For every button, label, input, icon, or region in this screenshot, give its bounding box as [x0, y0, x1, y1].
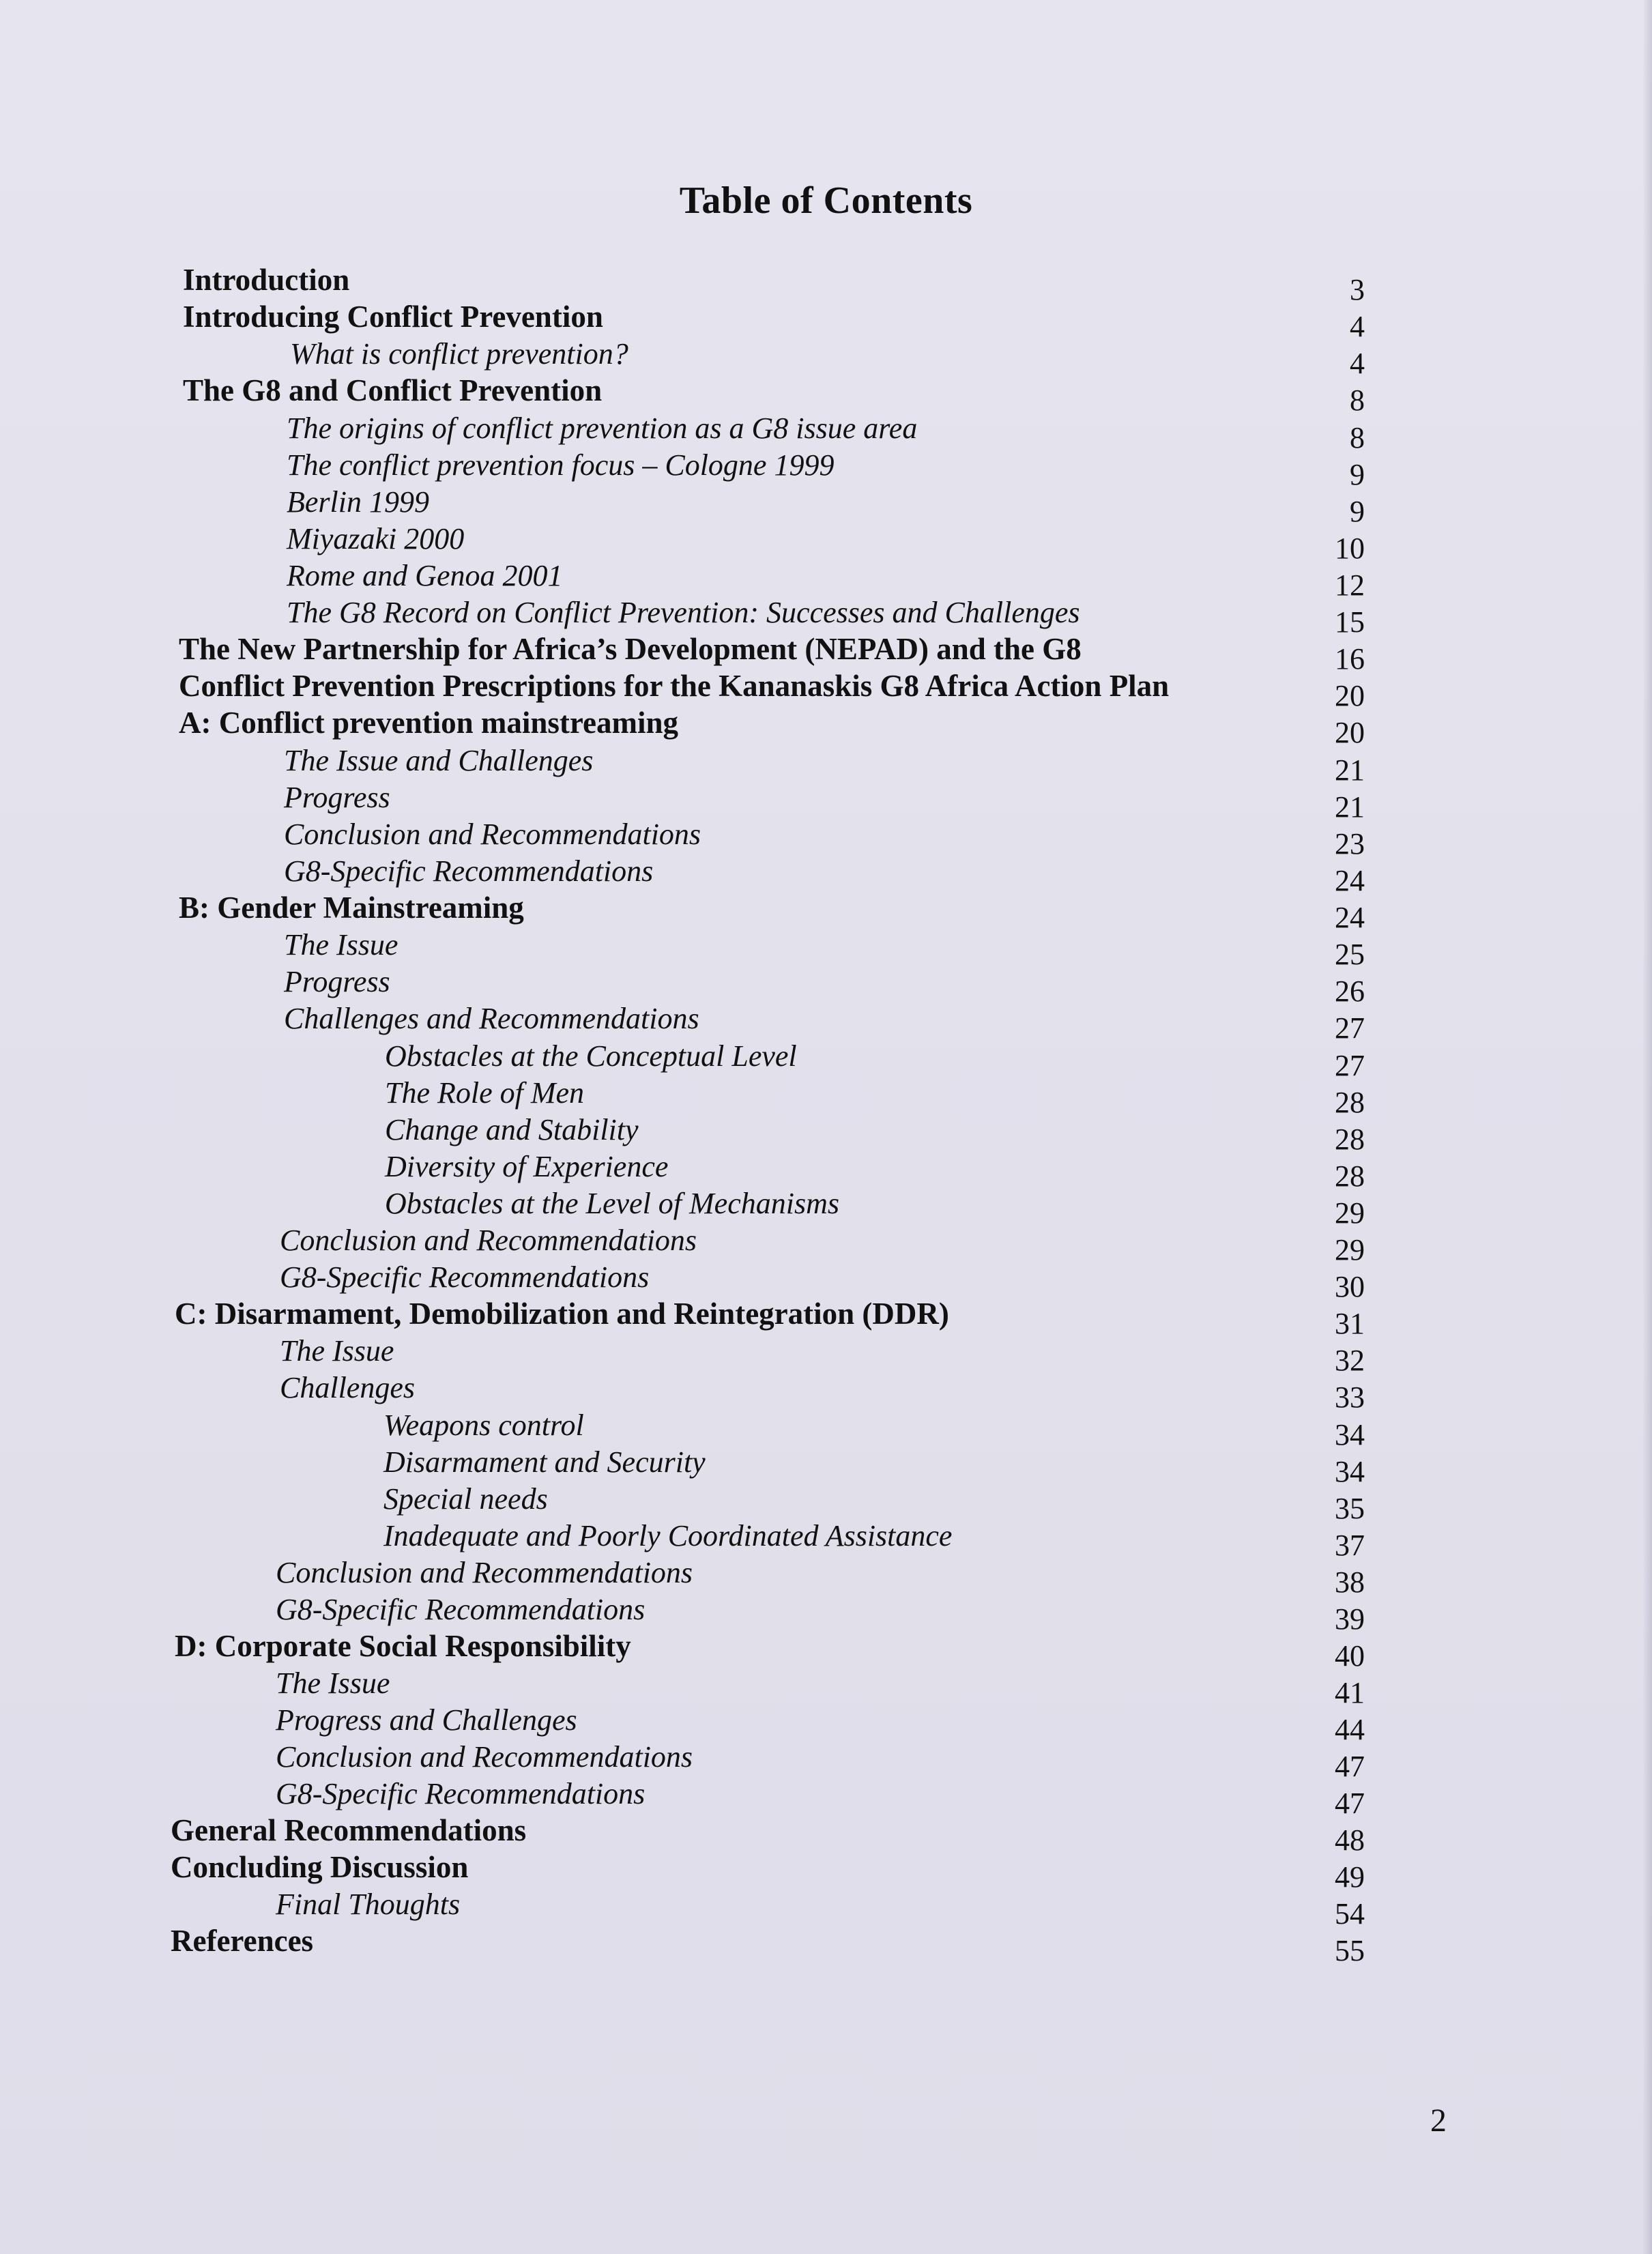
toc-entry: [0, 263, 1652, 306]
page-number: 2: [1430, 2103, 1447, 2139]
toc-entry-title: Introducing Conflict Prevention: [183, 300, 603, 334]
toc-entry-title: The Issue and Challenges: [284, 744, 594, 777]
toc-entry: [0, 1113, 1652, 1156]
toc-entry-title: Special needs: [383, 1482, 548, 1516]
toc-entry-page: 21: [1335, 753, 1365, 787]
toc-entry-title: Progress and Challenges: [276, 1703, 577, 1737]
toc-entry-title: The Issue: [280, 1334, 394, 1368]
toc-entry-title: G8-Specific Recommendations: [276, 1777, 646, 1810]
toc-entry-page: 41: [1335, 1676, 1365, 1709]
toc-entry-title: General Recommendations: [171, 1813, 527, 1847]
toc-entry: [0, 1260, 1652, 1303]
toc-entry-page: 9: [1350, 458, 1365, 491]
toc-entry-page: 34: [1335, 1418, 1365, 1451]
toc-entry: [0, 1039, 1652, 1082]
toc-entry-page: 47: [1335, 1750, 1365, 1783]
toc-entry-title: Conclusion and Recommendations: [276, 1556, 693, 1589]
toc-entry: [0, 632, 1652, 676]
toc-entry-page: 54: [1335, 1897, 1365, 1931]
toc-entry-page: 31: [1335, 1307, 1365, 1340]
toc-entry-page: 30: [1335, 1270, 1365, 1303]
toc-entry-title: B: Gender Mainstreaming: [179, 891, 524, 925]
toc-entry-title: Conclusion and Recommendations: [280, 1224, 697, 1257]
toc-entry-page: 29: [1335, 1196, 1365, 1230]
toc-entry-title: Berlin 1999: [287, 485, 429, 519]
toc-entry: [0, 1629, 1652, 1673]
toc-entry-title: Change and Stability: [385, 1113, 639, 1146]
toc-entry-title: G8-Specific Recommendations: [280, 1260, 650, 1294]
toc-entry-page: 49: [1335, 1860, 1365, 1894]
toc-entry-page: 4: [1350, 347, 1365, 380]
toc-entry-page: 9: [1350, 495, 1365, 528]
toc-entry: [0, 818, 1652, 861]
toc-entry: [0, 669, 1652, 712]
toc-entry: [0, 1482, 1652, 1525]
toc-entry-page: 21: [1335, 790, 1365, 824]
toc-entry-page: 15: [1335, 605, 1365, 639]
toc-entry: [0, 1334, 1652, 1377]
toc-entry-page: 8: [1350, 421, 1365, 454]
toc-entry-page: 39: [1335, 1602, 1365, 1636]
toc-entry: [0, 1593, 1652, 1636]
toc-entry-title: Challenges and Recommendations: [284, 1002, 699, 1035]
toc-entry-title: G8-Specific Recommendations: [276, 1593, 646, 1626]
toc-entry: [0, 781, 1652, 824]
toc-entry-title: The New Partnership for Africa’s Development (NEPAD) and the G8: [179, 632, 1082, 666]
toc-entry-title: Diversity of Experience: [385, 1150, 669, 1183]
toc-entry: [0, 1076, 1652, 1119]
toc-entry-page: 25: [1335, 938, 1365, 971]
toc-entry: [0, 1297, 1652, 1340]
toc-entry-title: A: Conflict prevention mainstreaming: [179, 706, 679, 740]
toc-entry-title: The origins of conflict prevention as a G8 issue area: [287, 411, 918, 445]
toc-entry-page: 55: [1335, 1934, 1365, 1967]
toc-entry-page: 3: [1350, 273, 1365, 306]
toc-entry: [0, 337, 1652, 380]
toc-entry: [0, 1556, 1652, 1599]
toc-entry-title: The Issue: [284, 928, 398, 962]
toc-entry-title: References: [171, 1924, 314, 1958]
toc-entry-page: 23: [1335, 827, 1365, 861]
toc-entry-title: D: Corporate Social Responsibility: [175, 1629, 631, 1663]
toc-entry-page: 27: [1335, 1011, 1365, 1045]
toc-entry-page: 12: [1335, 568, 1365, 602]
toc-entry: [0, 1924, 1652, 1967]
toc-entry-page: 47: [1335, 1787, 1365, 1820]
toc-entry-title: What is conflict prevention?: [290, 337, 628, 371]
toc-entry: [0, 485, 1652, 528]
toc-entry-title: Inadequate and Poorly Coordinated Assistance: [383, 1519, 953, 1552]
toc-entry: [0, 1150, 1652, 1193]
toc-entry-title: G8-Specific Recommendations: [284, 854, 654, 888]
toc-entry-title: The G8 and Conflict Prevention: [183, 373, 603, 407]
toc-entry-page: 16: [1335, 642, 1365, 676]
page-title: Table of Contents: [679, 179, 973, 222]
toc-entry-title: Miyazaki 2000: [287, 522, 465, 555]
toc-entry-page: 8: [1350, 384, 1365, 417]
toc-entry-title: Obstacles at the Conceptual Level: [385, 1039, 797, 1073]
toc-entry: [0, 1666, 1652, 1709]
toc-entry-page: 32: [1335, 1344, 1365, 1377]
toc-entry-page: 27: [1335, 1049, 1365, 1082]
toc-entry-title: Conclusion and Recommendations: [284, 818, 701, 851]
toc-entry: [0, 891, 1652, 934]
toc-entry-title: Conclusion and Recommendations: [276, 1740, 693, 1774]
toc-entry: [0, 706, 1652, 749]
toc-entry-page: 37: [1335, 1529, 1365, 1562]
toc-entry-page: 44: [1335, 1713, 1365, 1746]
toc-entry-page: 28: [1335, 1123, 1365, 1156]
toc-entry-title: Concluding Discussion: [171, 1850, 469, 1884]
toc-entry-page: 28: [1335, 1086, 1365, 1119]
toc-entry: [0, 1224, 1652, 1267]
toc-entry-page: 48: [1335, 1823, 1365, 1857]
toc-entry: [0, 1813, 1652, 1857]
toc-entry: [0, 1703, 1652, 1746]
toc-entry: [0, 854, 1652, 897]
toc-entry-page: 35: [1335, 1492, 1365, 1525]
toc-entry-title: Obstacles at the Level of Mechanisms: [385, 1187, 839, 1220]
toc-entry: [0, 965, 1652, 1008]
toc-entry: [0, 928, 1652, 971]
toc-entry: [0, 448, 1652, 491]
toc-entry: [0, 596, 1652, 639]
toc-entry-page: 38: [1335, 1565, 1365, 1599]
toc-entry: [0, 373, 1652, 417]
toc-entry-title: Conflict Prevention Prescriptions for the Kananaskis G8 Africa Action Plan: [179, 669, 1170, 703]
toc-entry-title: C: Disarmament, Demobilization and Reintegration (DDR): [175, 1297, 949, 1331]
toc-entry: [0, 1850, 1652, 1894]
toc-entry-title: Progress: [284, 965, 390, 998]
toc-entry: [0, 1371, 1652, 1414]
toc-entry: [0, 559, 1652, 602]
toc-entry: [0, 300, 1652, 343]
toc-entry: [0, 1187, 1652, 1230]
toc-entry-title: The conflict prevention focus – Cologne 1999: [287, 448, 835, 482]
toc-entry-title: The Role of Men: [385, 1076, 585, 1110]
toc-entry-title: Disarmament and Security: [383, 1445, 706, 1479]
toc-entry-title: Weapons control: [383, 1408, 584, 1442]
toc-entry-title: Introduction: [183, 263, 350, 297]
toc-entry: [0, 1445, 1652, 1488]
toc-entry: [0, 522, 1652, 565]
toc-entry-title: The Issue: [276, 1666, 390, 1700]
toc-entry-page: 33: [1335, 1381, 1365, 1414]
toc-entry-page: 10: [1335, 532, 1365, 565]
toc-entry: [0, 744, 1652, 787]
toc-entry: [0, 1888, 1652, 1931]
toc-entry: [0, 1408, 1652, 1451]
toc-entry-page: 4: [1350, 310, 1365, 343]
toc-entry: [0, 1740, 1652, 1783]
toc-entry-page: 24: [1335, 864, 1365, 897]
toc-entry: [0, 1777, 1652, 1820]
toc-entry-title: The G8 Record on Conflict Prevention: Successes and Challenges: [287, 596, 1080, 629]
toc-entry-title: Rome and Genoa 2001: [287, 559, 563, 592]
toc-entry-title: Progress: [284, 781, 390, 814]
toc-entry-page: 20: [1335, 679, 1365, 712]
toc-entry-title: Final Thoughts: [276, 1888, 461, 1921]
toc-entry: [0, 1519, 1652, 1562]
toc-entry: [0, 1002, 1652, 1045]
toc-entry-page: 34: [1335, 1455, 1365, 1488]
toc-entry-page: 24: [1335, 901, 1365, 934]
toc-entry-page: 26: [1335, 974, 1365, 1008]
toc-entry-page: 40: [1335, 1639, 1365, 1673]
toc-entry: [0, 411, 1652, 454]
toc-entry-title: Challenges: [280, 1371, 415, 1404]
toc-entry-page: 28: [1335, 1159, 1365, 1193]
toc-entry-page: 29: [1335, 1233, 1365, 1267]
toc-entry-page: 20: [1335, 716, 1365, 749]
